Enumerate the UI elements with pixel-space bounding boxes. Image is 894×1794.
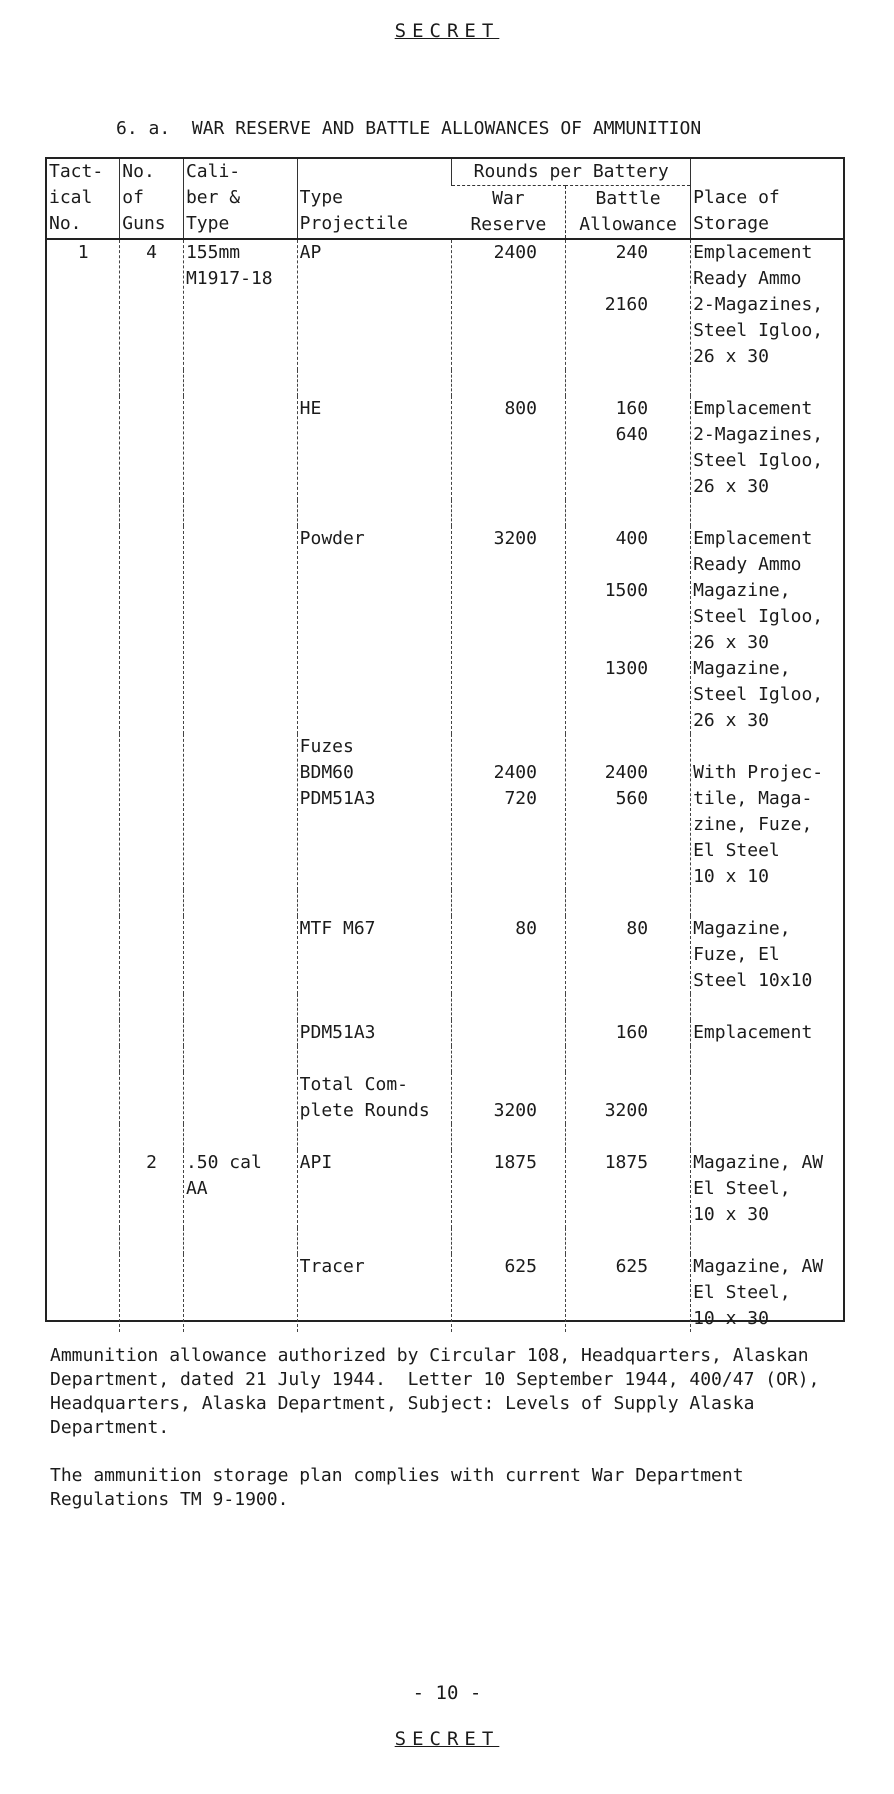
table-row — [47, 1150, 843, 1228]
cell-battle-allowance: 80 — [565, 916, 690, 994]
cell-projectile: PDM51A3 — [297, 1020, 452, 1046]
table-row — [47, 396, 843, 500]
table-row — [47, 1072, 843, 1124]
cell-caliber: .50 cal AA — [183, 1150, 297, 1228]
footnotes — [50, 1344, 850, 1536]
cell-storage: With Projec- tile, Maga- zine, Fuze, El Steel 10 x 10 — [691, 734, 843, 890]
cell-war-reserve: 80 — [452, 916, 566, 994]
cell-battle-allowance: 1875 — [565, 1150, 690, 1228]
header-projectile: Type Projectile — [297, 159, 452, 239]
cell-storage: Emplacement Ready Ammo 2-Magazines, Steel Igloo, 26 x 30 — [691, 239, 843, 370]
cell-storage: Magazine, Fuze, El Steel 10x10 — [691, 916, 843, 994]
header-rounds-per-battery: Rounds per Battery — [452, 159, 691, 186]
header-battle-allowance: Battle Allowance — [565, 186, 690, 240]
cell-projectile: Total Com- plete Rounds — [297, 1072, 452, 1124]
top-classification: SECRET — [394, 20, 500, 42]
cell-storage: Emplacement — [691, 1020, 843, 1046]
page-number: - 10 - — [412, 1682, 482, 1704]
cell-battle-allowance: 400 1500 1300 — [565, 526, 690, 734]
cell-war-reserve: 625 — [452, 1254, 566, 1332]
cell-storage: Emplacement 2-Magazines, Steel Igloo, 26 x 30 — [691, 396, 843, 500]
cell-projectile: Fuzes BDM60 PDM51A3 — [297, 734, 452, 890]
footnote-authorization: Ammunition allowance authorized by Circular 108, Headquarters, Alaskan Department, dated 21 July 1944. Letter 10 September 1944, 400/47 (OR), Headquarters, Alaska Department, Subject: Levels of Supply Alaska Department. — [50, 1345, 831, 1438]
table-row — [47, 734, 843, 890]
cell-war-reserve: 2400 — [452, 239, 566, 370]
header-tactical-no: Tact- ical No. — [47, 159, 120, 239]
cell-projectile: MTF M67 — [297, 916, 452, 994]
document-title: 6. a. WAR RESERVE AND BATTLE ALLOWANCES OF AMMUNITION — [116, 118, 702, 139]
cell-battle-allowance: 160 640 — [565, 396, 690, 500]
cell-storage: Emplacement Ready Ammo Magazine, Steel Igloo, 26 x 30 Magazine, Steel Igloo, 26 x 30 — [691, 526, 843, 734]
cell-projectile: AP — [297, 239, 452, 370]
cell-projectile: API — [297, 1150, 452, 1228]
table-row — [47, 916, 843, 994]
table-row — [47, 526, 843, 734]
cell-battle-allowance: 2400 560 — [565, 734, 690, 890]
cell-projectile: HE — [297, 396, 452, 500]
header-war-reserve: War Reserve — [452, 186, 566, 240]
cell-war-reserve: 3200 — [452, 1072, 566, 1124]
cell-battle-allowance: 240 2160 — [565, 239, 690, 370]
cell-war-reserve: 2400 720 — [452, 734, 566, 890]
bottom-classification: SECRET — [394, 1728, 500, 1750]
cell-no-guns: 2 — [120, 1150, 184, 1228]
cell-battle-allowance: 625 — [565, 1254, 690, 1332]
cell-projectile: Powder — [297, 526, 452, 734]
cell-projectile: Tracer — [297, 1254, 452, 1332]
cell-war-reserve: 3200 — [452, 526, 566, 734]
table-row — [47, 239, 843, 370]
header-caliber: Cali- ber & Type — [183, 159, 297, 239]
header-storage: Place of Storage — [691, 159, 843, 239]
cell-war-reserve: 800 — [452, 396, 566, 500]
header-no-guns: No. of Guns — [120, 159, 184, 239]
cell-war-reserve: 1875 — [452, 1150, 566, 1228]
cell-storage — [691, 1072, 843, 1124]
cell-storage: Magazine, AW El Steel, 10 x 30 — [691, 1254, 843, 1332]
cell-storage: Magazine, AW El Steel, 10 x 30 — [691, 1150, 843, 1228]
cell-caliber: 155mm M1917-18 — [183, 239, 297, 370]
cell-battle-allowance: 160 — [565, 1020, 690, 1046]
cell-battle-allowance: 3200 — [565, 1072, 690, 1124]
table-row — [47, 1020, 843, 1046]
cell-tactical-no: 1 — [77, 242, 89, 263]
footnote-storage-plan: The ammunition storage plan complies with current War Department Regulations TM 9-1900. — [50, 1465, 755, 1510]
cell-no-guns: 4 — [120, 239, 184, 370]
table-row — [47, 1254, 843, 1332]
ammunition-table — [45, 157, 845, 1329]
cell-war-reserve — [452, 1020, 566, 1046]
